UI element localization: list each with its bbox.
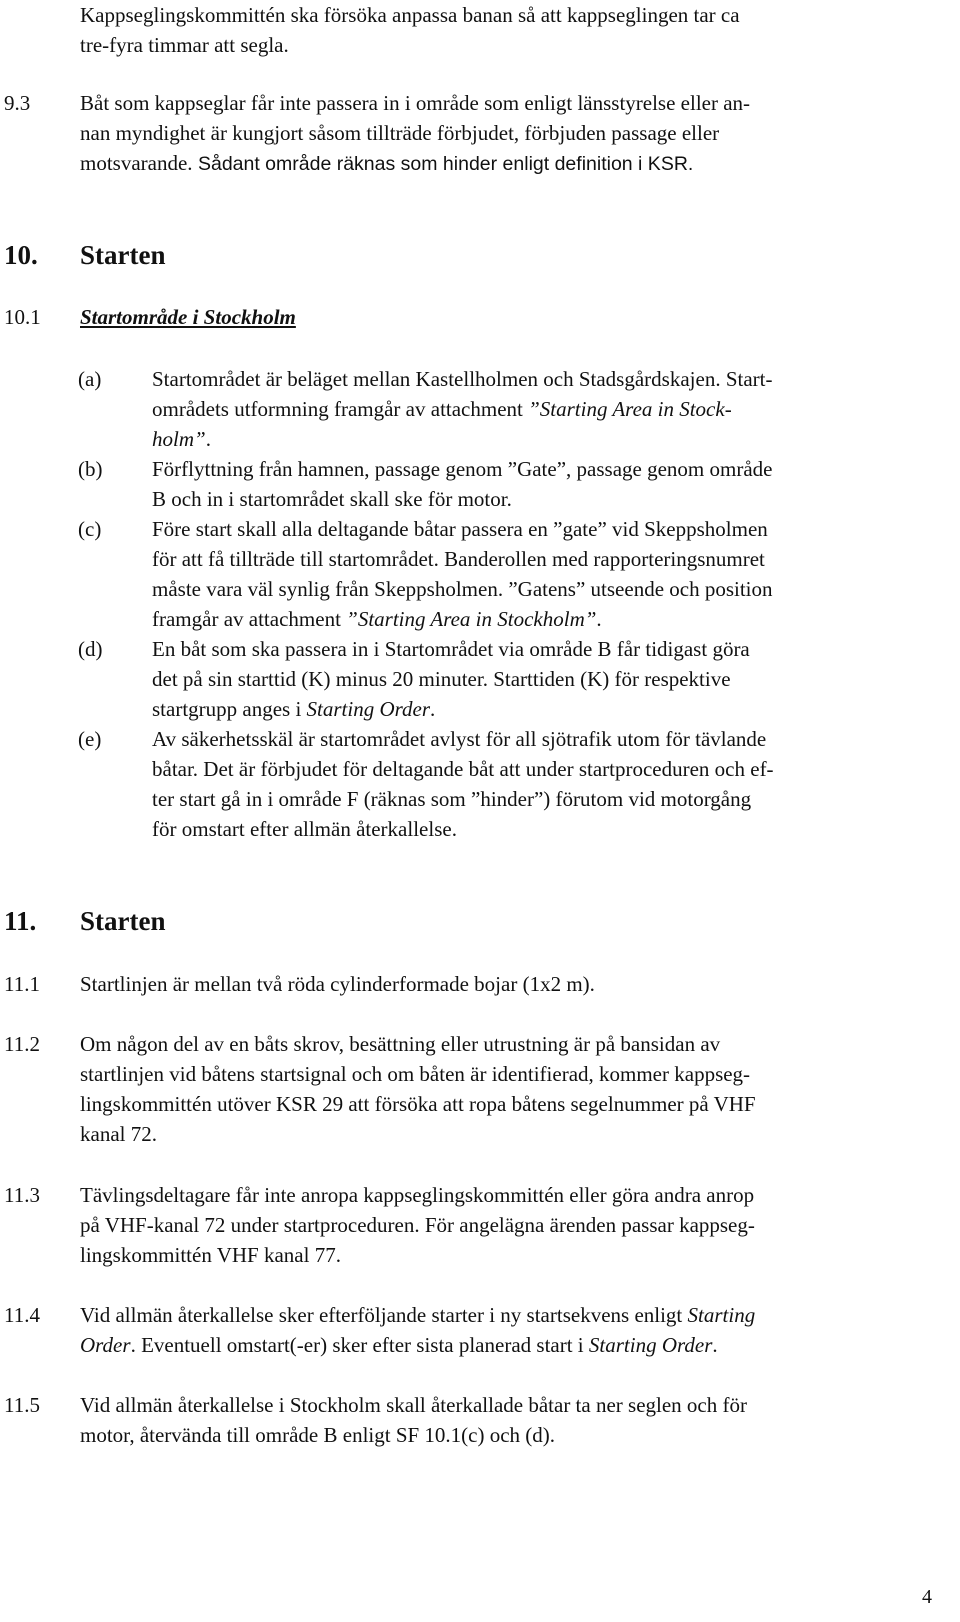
paragraph-line: Order. Eventuell omstart(-er) sker efter sista planerad start i Starting Order. [80,1333,718,1357]
paragraph-line: lingskommittén VHF kanal 77. [80,1243,341,1267]
section-title: Starten [80,240,166,270]
list-item-label: (e) [78,727,102,751]
list-item-label: (b) [78,457,103,481]
list-item-label: (c) [78,517,102,541]
paragraph-number: 9.3 [4,91,31,115]
attachment-reference: ”Starting Area in Stockholm” [346,607,597,631]
list-item-line: måste vara väl synlig från Skeppsholmen. ”Gatens” utseende och position [152,577,773,601]
paragraph-line: på VHF-kanal 72 under startproceduren. För angelägna ärenden passar kappseg- [80,1213,755,1237]
attachment-reference: holm” [152,427,206,451]
paragraph-number: 11.4 [4,1303,40,1327]
intro-line-1: Kappseglingskommittén ska försöka anpassa banan så att kappseglingen tar ca [80,3,740,27]
list-item-line: Av säkerhetsskäl är startområdet avlyst för all sjötrafik utom för tävlande [152,727,767,751]
list-item-line: områdets utformning framgår av attachment ”Starting Area in Stock- [152,397,732,421]
list-item-line: B och in i startområdet skall ske för motor. [152,487,512,511]
paragraph-line: Startlinjen är mellan två röda cylinderformade bojar (1x2 m). [80,972,595,996]
list-item-line: ter start gå in i område F (räknas som ”hinder”) förutom vid motorgång [152,787,752,811]
paragraph-line: motor, återvända till område B enligt SF 10.1(c) och (d). [80,1423,556,1447]
paragraph-line [80,148,930,179]
page-number: 4 [922,1586,932,1608]
paragraph-line: nan myndighet är kungjort såsom tillträde förbjudet, förbjuden passage eller [80,121,720,145]
starting-order-reference: Starting [687,1303,756,1327]
list-item-line: startgrupp anges i Starting Order. [152,697,436,721]
list-item-line: för omstart efter allmän återkallelse. [152,817,457,841]
section-number: 10. [4,240,38,270]
paragraph-line: Båt som kappseglar får inte passera in i område som enligt länsstyrelse eller an- [80,91,751,115]
starting-order-reference: Starting Order [588,1333,713,1357]
intro-line-2: tre-fyra timmar att segla. [80,33,289,57]
paragraph-number: 10.1 [4,305,41,329]
list-item-line: Förflyttning från hamnen, passage genom ”Gate”, passage genom område [152,457,773,481]
list-item-line: Startområdet är beläget mellan Kastellholmen och Stadsgårdskajen. Start- [152,367,773,391]
paragraph-number: 11.2 [4,1032,40,1056]
paragraph-number: 11.3 [4,1183,40,1207]
paragraph-text-sans: Sådant område räknas som hinder enligt definition i KSR. [192,153,694,175]
paragraph-line: lingskommittén utöver KSR 29 att försöka att ropa båtens segelnummer på VHF [80,1092,756,1116]
paragraph-number: 11.1 [4,972,40,996]
paragraph-line: startlinjen vid båtens startsignal och om båten är identifierad, kommer kappseg- [80,1062,751,1086]
paragraph-text: motsvarande. [80,151,193,175]
paragraph-line: Om någon del av en båts skrov, besättning eller utrustning är på bansidan av [80,1032,721,1056]
attachment-reference: ”Starting Area in Stock- [528,397,732,421]
subsection-title: Startområde i Stockholm [80,305,296,329]
list-item-line: holm”. [152,427,211,451]
section-number: 11. [4,906,37,936]
list-item-line: framgår av attachment ”Starting Area in Stockholm”. [152,607,602,631]
paragraph-line: Vid allmän återkallelse i Stockholm skall återkallade båtar ta ner seglen och för [80,1393,747,1417]
starting-order-reference: Starting Order [306,697,431,721]
paragraph-line: Vid allmän återkallelse sker efterföljande starter i ny startsekvens enligt Starting [80,1303,756,1327]
section-title: Starten [80,906,166,936]
list-item-label: (d) [78,637,103,661]
list-item-label: (a) [78,367,102,391]
list-item-line: En båt som ska passera in i Startområdet via område B får tidigast göra [152,637,750,661]
starting-order-reference: Order [80,1333,131,1357]
list-item-line: för att få tillträde till startområdet. Banderollen med rapporteringsnumret [152,547,765,571]
paragraph-line: Tävlingsdeltagare får inte anropa kappseglingskommittén eller göra andra anrop [80,1183,755,1207]
list-item-line: det på sin starttid (K) minus 20 minuter. Starttiden (K) för respektive [152,667,731,691]
paragraph-line: kanal 72. [80,1122,157,1146]
list-item-line: Före start skall alla deltagande båtar passera en ”gate” vid Skeppsholmen [152,517,768,541]
paragraph-number: 11.5 [4,1393,40,1417]
list-item-line: båtar. Det är förbjudet för deltagande båt att under startproceduren och ef- [152,757,774,781]
